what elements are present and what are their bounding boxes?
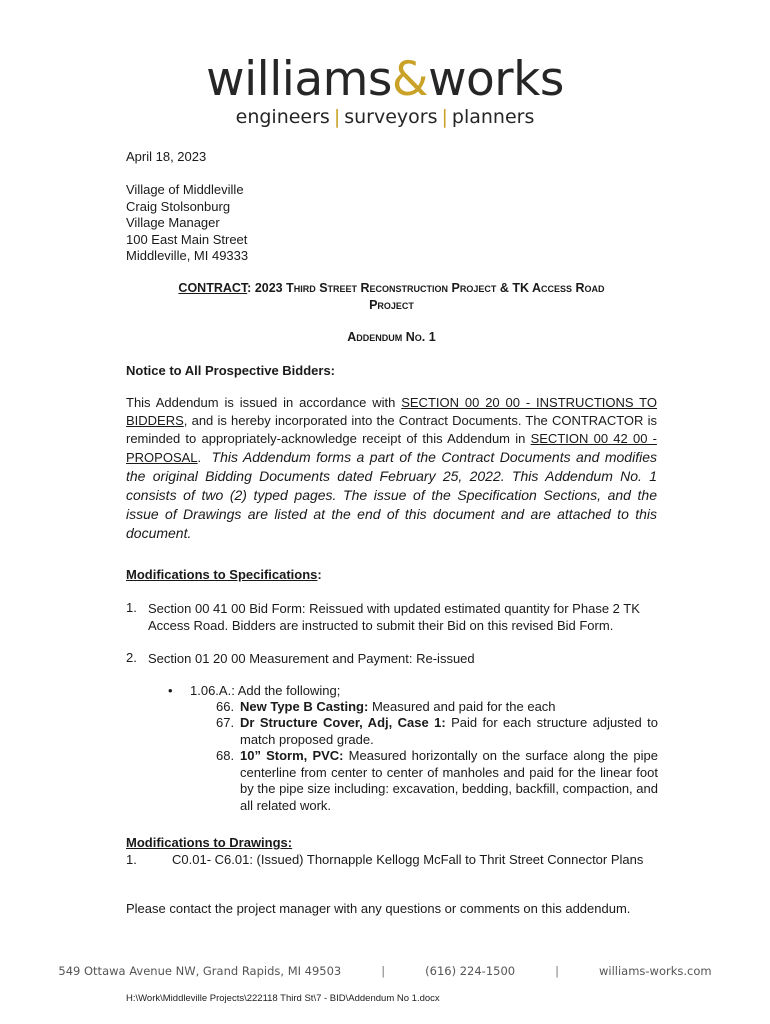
sub-item-text: Dr Structure Cover, Adj, Case 1: Paid for each structure adjusted to match proposed grade. [240,715,658,747]
contract-title: CONTRACT: 2023 Third Street Reconstruction Project & TK Access Road Project [126,280,657,314]
address-line: Craig Stolsonburg [126,198,231,214]
spec-item-text: Section 01 20 00 Measurement and Payment: Re-issued [148,651,475,666]
closing-text: Please contact the project manager with any questions or comments on this addendum. [126,901,631,916]
recipient-address [126,182,248,265]
drawing-item-number: 1. [126,852,137,867]
address-line: 100 East Main Street [126,231,248,247]
addendum-scope-text: This Addendum forms a part of the Contract Documents and modifies the original Bidding Documents dated February 25, 2022. This Addendum No. 1 consists of two (2) typed pages. The issue of the Specification Sections, and the issue of Drawings are listed at the end of this document and are attached to this document. [126,449,657,541]
notice-heading: Notice to All Prospective Bidders: [126,363,336,378]
proposal-reference: SECTION 00 42 00 - PROPOSAL [126,431,657,465]
bullet-marker: • [168,683,173,698]
contract-title-line2: Project [369,298,414,312]
address-line: Village of Middleville [126,182,244,197]
footer-address: 549 Ottawa Avenue NW, Grand Rapids, MI 49503 [58,964,342,978]
addendum-heading: Addendum No. 1 [347,330,436,344]
address-line: Village Manager [126,215,220,230]
contract-title-line1: 2023 Third Street Reconstruction Project & TK Access Road [254,281,605,295]
letterhead-footer: 549 Ottawa Avenue NW, Grand Rapids, MI 49503 | (616) 224-1500 | williams-works.com [58,964,712,978]
address-line: Middleville, MI 49333 [126,248,249,263]
spec-item-number: 2. [126,650,137,665]
footer-website: williams-works.com [598,964,712,978]
spec-item-text: Section 00 41 00 Bid Form: Reissued with updated estimated quantity for Phase 2 TK Access Road. Bidders are instructed to submit their Bid on this revised Bid Form. [148,601,640,633]
instructions-reference: SECTION 00 20 00 - INSTRUCTIONS TO BIDDERS [126,395,658,428]
footer-phone: (616) 224-1500 [425,964,516,978]
sub-item-number: 67. [216,715,235,730]
company-tagline: engineers | surveyors | planners [235,106,535,128]
company-logo: williams&works [206,52,564,107]
sub-item-number: 66. [216,699,235,714]
sub-item-text: New Type B Casting: Measured and paid for the each [240,699,556,714]
drawing-item-text: C0.01- C6.01: (Issued) Thornapple Kellogg McFall to Thrit Street Connector Plans [172,852,644,867]
spec-heading: Modifications to Specifications: [126,567,322,582]
letter-date: April 18, 2023 [126,149,207,164]
file-path: H:\Work\Middleville Projects\222118 Third St\7 - BID\Addendum No 1.docx [126,993,440,1004]
sub-item-number: 68. [216,748,235,763]
contract-label: CONTRACT [178,281,248,295]
bullet-text: 1.06.A.: Add the following; [190,683,341,698]
intro-paragraph: This Addendum is issued in accordance with SECTION 00 20 00 - INSTRUCTIONS TO BIDDERS, and is hereby incorporated into the Contract Documents. The CONTRACTOR is reminded to appropriately-acknowledge receipt of this Addendum in SECTION 00 42 00 - PROPOSAL. This Addendum forms a part of the Contract Documents and modifies the original Bidding Documents dated February 25, 2022. This Addendum No. 1 consists of two (2) typed pages. The issue of the Specification Sections, and the issue of Drawings are listed at the end of this document and are attached to this document. [126,395,658,541]
sub-item-text: 10” Storm, PVC: Measured horizontally on the surface along the pipe centerline from center to center of manholes and paid for the linear foot by the pipe size including: excavation, bedding, backfill, compaction, and all related work. [240,748,658,813]
drawings-heading: Modifications to Drawings: [126,835,293,850]
spec-item-number: 1. [126,600,137,615]
